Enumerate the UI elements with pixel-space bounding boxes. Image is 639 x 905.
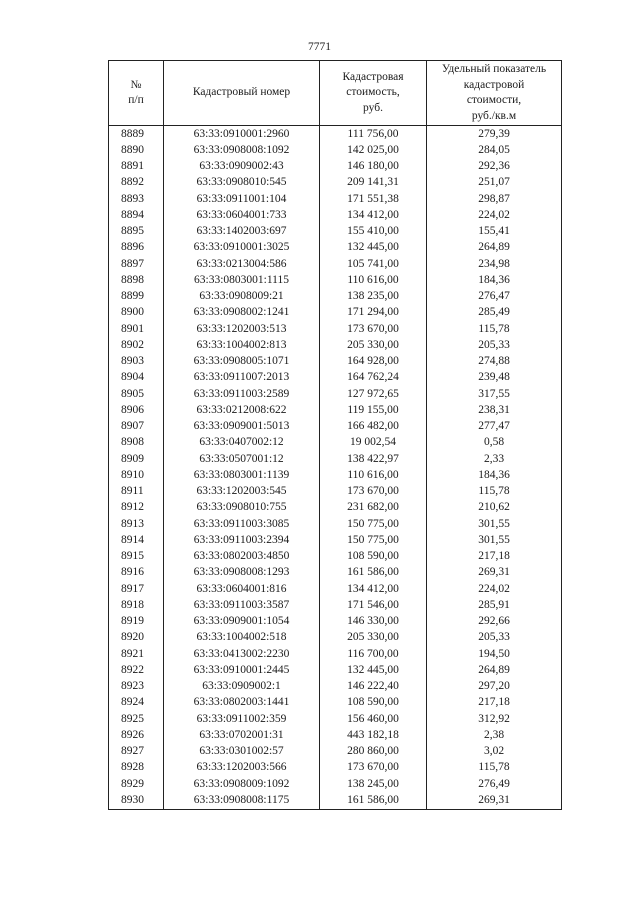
cell-row-number: 8925 <box>109 711 164 727</box>
table-body <box>109 126 562 810</box>
cell-specific-value: 285,49 <box>427 305 562 321</box>
cell-cadastral-value: 205 330,00 <box>320 337 427 353</box>
cell-cadastral-value: 146 180,00 <box>320 159 427 175</box>
cell-specific-value: 238,31 <box>427 402 562 418</box>
cell-row-number: 8904 <box>109 370 164 386</box>
cell-cadastral-number: 63:33:0803001:1115 <box>164 272 320 288</box>
cell-cadastral-number: 63:33:0212008:622 <box>164 402 320 418</box>
table-row <box>109 467 562 483</box>
table-row <box>109 321 562 337</box>
cell-cadastral-number: 63:33:0802003:1441 <box>164 695 320 711</box>
table-row <box>109 614 562 630</box>
header-specific-value: Удельный показатель кадастровой стоимости, руб./кв.м <box>427 61 562 126</box>
cell-specific-value: 224,02 <box>427 207 562 223</box>
cell-cadastral-number: 63:33:1202003:545 <box>164 484 320 500</box>
table-row <box>109 142 562 158</box>
cell-cadastral-value: 166 482,00 <box>320 419 427 435</box>
cell-cadastral-number: 63:33:0908002:1241 <box>164 305 320 321</box>
cell-row-number: 8913 <box>109 516 164 532</box>
cell-cadastral-number: 63:33:1004002:813 <box>164 337 320 353</box>
cell-cadastral-value: 138 422,97 <box>320 451 427 467</box>
cell-row-number: 8912 <box>109 500 164 516</box>
cell-cadastral-number: 63:33:0910001:2445 <box>164 662 320 678</box>
cell-row-number: 8895 <box>109 224 164 240</box>
cell-cadastral-value: 156 460,00 <box>320 711 427 727</box>
cell-specific-value: 155,41 <box>427 224 562 240</box>
cell-specific-value: 217,18 <box>427 695 562 711</box>
table-row <box>109 727 562 743</box>
cell-row-number: 8929 <box>109 776 164 792</box>
table-row <box>109 435 562 451</box>
cell-cadastral-value: 173 670,00 <box>320 760 427 776</box>
cell-specific-value: 301,55 <box>427 532 562 548</box>
cell-specific-value: 284,05 <box>427 142 562 158</box>
table-row <box>109 224 562 240</box>
cell-row-number: 8889 <box>109 126 164 143</box>
table-row <box>109 305 562 321</box>
cell-cadastral-number: 63:33:0702001:31 <box>164 727 320 743</box>
cell-cadastral-value: 110 616,00 <box>320 467 427 483</box>
cell-cadastral-number: 63:33:0604001:733 <box>164 207 320 223</box>
cell-specific-value: 276,47 <box>427 289 562 305</box>
cell-row-number: 8915 <box>109 549 164 565</box>
cell-row-number: 8917 <box>109 581 164 597</box>
cell-specific-value: 115,78 <box>427 321 562 337</box>
cell-row-number: 8908 <box>109 435 164 451</box>
cell-cadastral-number: 63:33:0911003:3085 <box>164 516 320 532</box>
cell-specific-value: 239,48 <box>427 370 562 386</box>
cell-cadastral-value: 110 616,00 <box>320 272 427 288</box>
cell-row-number: 8930 <box>109 792 164 809</box>
cell-cadastral-value: 146 330,00 <box>320 614 427 630</box>
cell-cadastral-value: 205 330,00 <box>320 630 427 646</box>
cell-cadastral-number: 63:33:0908009:1092 <box>164 776 320 792</box>
cell-row-number: 8901 <box>109 321 164 337</box>
cell-cadastral-number: 63:33:0908005:1071 <box>164 354 320 370</box>
table-row <box>109 500 562 516</box>
cell-row-number: 8899 <box>109 289 164 305</box>
table-row <box>109 402 562 418</box>
cell-cadastral-value: 138 245,00 <box>320 776 427 792</box>
table-row <box>109 711 562 727</box>
cell-row-number: 8928 <box>109 760 164 776</box>
table-row <box>109 337 562 353</box>
cell-row-number: 8896 <box>109 240 164 256</box>
cell-cadastral-value: 171 551,38 <box>320 191 427 207</box>
cell-specific-value: 317,55 <box>427 386 562 402</box>
cell-row-number: 8920 <box>109 630 164 646</box>
cell-cadastral-number: 63:33:0908008:1092 <box>164 142 320 158</box>
table-row <box>109 581 562 597</box>
cell-cadastral-value: 132 445,00 <box>320 662 427 678</box>
cell-specific-value: 301,55 <box>427 516 562 532</box>
cell-cadastral-number: 63:33:1402003:697 <box>164 224 320 240</box>
table-row <box>109 565 562 581</box>
cell-specific-value: 269,31 <box>427 792 562 809</box>
cell-specific-value: 217,18 <box>427 549 562 565</box>
table-row <box>109 272 562 288</box>
cell-specific-value: 279,39 <box>427 126 562 143</box>
cell-cadastral-value: 173 670,00 <box>320 321 427 337</box>
cell-cadastral-number: 63:33:0507001:12 <box>164 451 320 467</box>
cell-cadastral-number: 63:33:1202003:513 <box>164 321 320 337</box>
cadastral-value-table <box>108 60 562 810</box>
cell-specific-value: 115,78 <box>427 484 562 500</box>
cell-cadastral-value: 138 235,00 <box>320 289 427 305</box>
cell-cadastral-number: 63:33:0803001:1139 <box>164 467 320 483</box>
table-row <box>109 175 562 191</box>
cell-cadastral-number: 63:33:0911003:3587 <box>164 597 320 613</box>
table-row <box>109 419 562 435</box>
table-row <box>109 744 562 760</box>
table-row <box>109 532 562 548</box>
table-row <box>109 191 562 207</box>
cell-row-number: 8916 <box>109 565 164 581</box>
cell-cadastral-number: 63:33:0910001:2960 <box>164 126 320 143</box>
cell-cadastral-value: 150 775,00 <box>320 532 427 548</box>
table-row <box>109 354 562 370</box>
cell-cadastral-value: 171 546,00 <box>320 597 427 613</box>
cell-specific-value: 292,36 <box>427 159 562 175</box>
cell-row-number: 8911 <box>109 484 164 500</box>
cell-specific-value: 2,38 <box>427 727 562 743</box>
cell-specific-value: 224,02 <box>427 581 562 597</box>
cell-specific-value: 3,02 <box>427 744 562 760</box>
cell-cadastral-value: 142 025,00 <box>320 142 427 158</box>
header-row <box>109 61 562 126</box>
table-row <box>109 289 562 305</box>
cell-row-number: 8902 <box>109 337 164 353</box>
cell-specific-value: 0,58 <box>427 435 562 451</box>
cell-specific-value: 115,78 <box>427 760 562 776</box>
table-row <box>109 451 562 467</box>
cell-cadastral-value: 171 294,00 <box>320 305 427 321</box>
cell-row-number: 8893 <box>109 191 164 207</box>
cell-cadastral-value: 231 682,00 <box>320 500 427 516</box>
cell-specific-value: 184,36 <box>427 467 562 483</box>
cell-cadastral-value: 161 586,00 <box>320 565 427 581</box>
cell-specific-value: 205,33 <box>427 337 562 353</box>
cell-specific-value: 298,87 <box>427 191 562 207</box>
cell-cadastral-number: 63:33:0911002:359 <box>164 711 320 727</box>
cell-cadastral-value: 150 775,00 <box>320 516 427 532</box>
table-header <box>109 61 562 126</box>
cell-cadastral-value: 443 182,18 <box>320 727 427 743</box>
cell-specific-value: 264,89 <box>427 240 562 256</box>
cell-specific-value: 194,50 <box>427 646 562 662</box>
table-row <box>109 549 562 565</box>
cell-row-number: 8906 <box>109 402 164 418</box>
cell-specific-value: 276,49 <box>427 776 562 792</box>
table-row <box>109 516 562 532</box>
cell-cadastral-number: 63:33:0911001:104 <box>164 191 320 207</box>
cell-specific-value: 251,07 <box>427 175 562 191</box>
cell-cadastral-value: 127 972,65 <box>320 386 427 402</box>
cell-row-number: 8921 <box>109 646 164 662</box>
cell-cadastral-number: 63:33:0909001:1054 <box>164 614 320 630</box>
table-row <box>109 256 562 272</box>
cell-cadastral-value: 108 590,00 <box>320 549 427 565</box>
cell-specific-value: 205,33 <box>427 630 562 646</box>
cell-cadastral-number: 63:33:0909001:5013 <box>164 419 320 435</box>
cell-row-number: 8926 <box>109 727 164 743</box>
cell-specific-value: 184,36 <box>427 272 562 288</box>
cell-cadastral-value: 164 928,00 <box>320 354 427 370</box>
cell-specific-value: 234,98 <box>427 256 562 272</box>
cell-cadastral-number: 63:33:0910001:3025 <box>164 240 320 256</box>
cell-cadastral-value: 119 155,00 <box>320 402 427 418</box>
cell-row-number: 8894 <box>109 207 164 223</box>
cell-row-number: 8914 <box>109 532 164 548</box>
cell-cadastral-value: 161 586,00 <box>320 792 427 809</box>
cell-cadastral-number: 63:33:0908010:755 <box>164 500 320 516</box>
cell-cadastral-value: 146 222,40 <box>320 679 427 695</box>
cell-cadastral-value: 132 445,00 <box>320 240 427 256</box>
table-row <box>109 386 562 402</box>
page-number: 7771 <box>308 41 331 53</box>
cell-specific-value: 285,91 <box>427 597 562 613</box>
table-row <box>109 159 562 175</box>
cell-cadastral-number: 63:33:0909002:43 <box>164 159 320 175</box>
table-row <box>109 646 562 662</box>
cell-specific-value: 269,31 <box>427 565 562 581</box>
table-row <box>109 207 562 223</box>
cell-cadastral-number: 63:33:0407002:12 <box>164 435 320 451</box>
cell-cadastral-value: 280 860,00 <box>320 744 427 760</box>
cell-cadastral-number: 63:33:0802003:4850 <box>164 549 320 565</box>
cell-row-number: 8909 <box>109 451 164 467</box>
cell-cadastral-value: 19 002,54 <box>320 435 427 451</box>
cell-row-number: 8905 <box>109 386 164 402</box>
cell-specific-value: 210,62 <box>427 500 562 516</box>
table-row <box>109 760 562 776</box>
table-row <box>109 695 562 711</box>
cell-cadastral-value: 173 670,00 <box>320 484 427 500</box>
cell-row-number: 8910 <box>109 467 164 483</box>
cell-cadastral-number: 63:33:0911007:2013 <box>164 370 320 386</box>
cell-cadastral-number: 63:33:0213004:586 <box>164 256 320 272</box>
table-row <box>109 126 562 143</box>
cell-row-number: 8923 <box>109 679 164 695</box>
cell-row-number: 8891 <box>109 159 164 175</box>
cell-cadastral-number: 63:33:0908010:545 <box>164 175 320 191</box>
table-row <box>109 484 562 500</box>
cell-cadastral-value: 155 410,00 <box>320 224 427 240</box>
table-row <box>109 630 562 646</box>
cell-cadastral-value: 164 762,24 <box>320 370 427 386</box>
cell-row-number: 8903 <box>109 354 164 370</box>
cell-cadastral-number: 63:33:0911003:2394 <box>164 532 320 548</box>
cell-row-number: 8890 <box>109 142 164 158</box>
cell-specific-value: 277,47 <box>427 419 562 435</box>
cell-specific-value: 2,33 <box>427 451 562 467</box>
cell-row-number: 8900 <box>109 305 164 321</box>
cell-specific-value: 274,88 <box>427 354 562 370</box>
table-row <box>109 662 562 678</box>
cell-cadastral-value: 134 412,00 <box>320 207 427 223</box>
cell-cadastral-number: 63:33:0301002:57 <box>164 744 320 760</box>
cell-row-number: 8927 <box>109 744 164 760</box>
table-row <box>109 597 562 613</box>
cell-cadastral-value: 209 141,31 <box>320 175 427 191</box>
cell-cadastral-value: 105 741,00 <box>320 256 427 272</box>
cell-cadastral-number: 63:33:0908008:1175 <box>164 792 320 809</box>
cell-row-number: 8892 <box>109 175 164 191</box>
cell-specific-value: 264,89 <box>427 662 562 678</box>
cell-cadastral-value: 116 700,00 <box>320 646 427 662</box>
cell-cadastral-number: 63:33:1004002:518 <box>164 630 320 646</box>
table-row <box>109 370 562 386</box>
cell-cadastral-number: 63:33:0909002:1 <box>164 679 320 695</box>
cell-row-number: 8897 <box>109 256 164 272</box>
table-row <box>109 679 562 695</box>
cell-cadastral-number: 63:33:1202003:566 <box>164 760 320 776</box>
cell-specific-value: 297,20 <box>427 679 562 695</box>
cell-cadastral-number: 63:33:0604001:816 <box>164 581 320 597</box>
cell-cadastral-value: 111 756,00 <box>320 126 427 143</box>
cell-row-number: 8919 <box>109 614 164 630</box>
cell-row-number: 8924 <box>109 695 164 711</box>
table-row <box>109 792 562 809</box>
header-cadastral-number: Кадастровый номер <box>164 61 320 126</box>
cell-cadastral-number: 63:33:0413002:2230 <box>164 646 320 662</box>
header-cadastral-value: Кадастровая стоимость, руб. <box>320 61 427 126</box>
cell-row-number: 8907 <box>109 419 164 435</box>
cell-row-number: 8922 <box>109 662 164 678</box>
cell-cadastral-value: 134 412,00 <box>320 581 427 597</box>
header-row-number: № п/п <box>109 61 164 126</box>
cell-cadastral-number: 63:33:0908009:21 <box>164 289 320 305</box>
cell-cadastral-value: 108 590,00 <box>320 695 427 711</box>
cell-cadastral-number: 63:33:0908008:1293 <box>164 565 320 581</box>
cell-specific-value: 312,92 <box>427 711 562 727</box>
cell-specific-value: 292,66 <box>427 614 562 630</box>
table-row <box>109 240 562 256</box>
cell-row-number: 8898 <box>109 272 164 288</box>
cell-cadastral-number: 63:33:0911003:2589 <box>164 386 320 402</box>
table-row <box>109 776 562 792</box>
cell-row-number: 8918 <box>109 597 164 613</box>
